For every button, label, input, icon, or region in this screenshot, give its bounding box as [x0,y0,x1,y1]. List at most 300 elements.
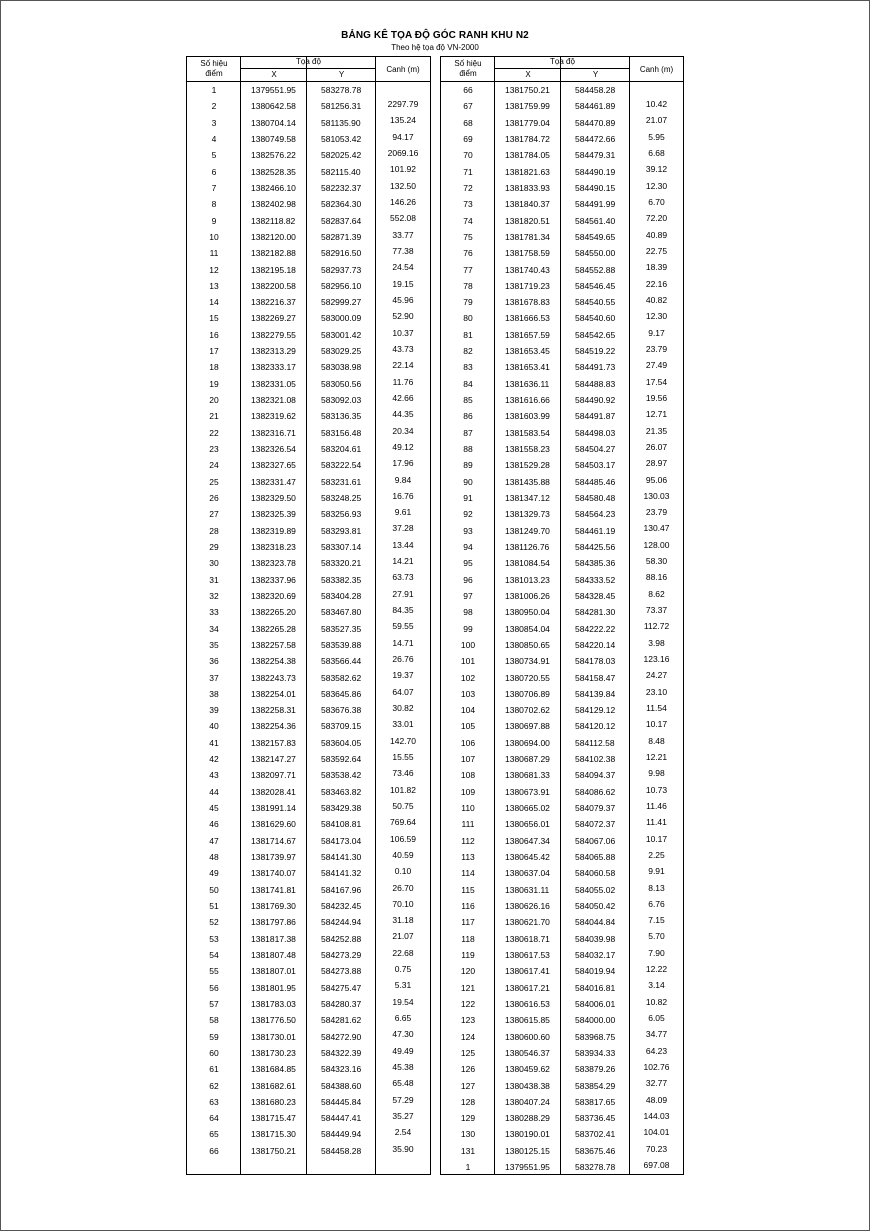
left-edge-length: 43.73 [392,343,414,354]
left-x-value: 1381783.03 [251,998,296,1009]
left-point-number: 46 [209,819,219,830]
left-y-value: 584108.81 [321,819,362,830]
left-point-number: 21 [209,411,219,422]
left-y-value: 582916.50 [321,248,362,259]
left-x-value: 1382265.28 [251,623,296,634]
left-point-number: 32 [209,590,219,601]
right-x-value: 1380697.88 [505,721,550,732]
left-edge-length: 73.46 [392,768,414,779]
right-point-number: 89 [463,460,473,471]
right-edge-length: 6.76 [648,898,665,909]
left-point-number: 7 [211,182,217,193]
left-point-number: 50 [209,884,219,895]
left-point-number: 26 [209,493,219,503]
left-point-number: 20 [209,395,219,406]
left-edge-length: 101.82 [390,784,416,795]
left-y-value: 583001.42 [321,329,362,340]
left-edge-length: 77.38 [392,246,414,257]
right-edge-length: 6.68 [648,148,665,159]
right-y-value: 584158.47 [575,672,616,683]
left-column-divider [306,57,307,1174]
left-point-number: 29 [209,541,219,552]
left-edge-length: 13.44 [392,539,414,550]
left-x-value: 1382313.29 [251,346,296,357]
right-point-number: 116 [461,901,475,911]
right-x-value: 1381347.12 [505,493,550,503]
right-point-number: 121 [460,982,476,993]
right-edge-length: 72.20 [645,213,668,224]
right-edge-length: 73.37 [645,605,668,616]
right-x-value: 1381678.83 [505,297,550,308]
left-edge-length: 2297.79 [387,99,419,110]
left-point-number: 44 [209,786,219,797]
right-point-number: 119 [461,949,475,960]
left-y-value: 583307.14 [321,541,362,552]
left-edge-length: 50.75 [392,800,414,811]
right-x-value: 1381653.41 [505,362,550,373]
left-point-number: 9 [211,215,217,226]
right-edge-length: 18.39 [645,262,668,273]
left-point-number: 28 [209,525,219,536]
left-y-value: 584445.84 [321,1096,362,1107]
left-y-value: 582999.27 [321,297,362,308]
right-y-value: 583278.78 [575,1162,616,1173]
left-edge-length: 22.68 [392,947,414,958]
right-point-number: 83 [463,362,473,373]
right-y-value: 584220.14 [575,639,616,650]
left-y-value: 583029.25 [321,346,362,357]
right-y-value: 584006.01 [575,998,616,1009]
right-edge-length: 8.13 [648,882,665,893]
right-point-number: 94 [463,541,473,552]
right-edge-length: 12.22 [645,964,668,975]
left-x-value: 1381680.23 [251,1096,296,1107]
right-point-number: 91 [463,493,473,503]
right-point-number: 120 [460,966,476,977]
left-edge-length: 63.73 [392,572,414,583]
left-y-value: 584173.04 [321,835,362,846]
right-x-value: 1380617.21 [505,982,550,993]
left-edge-length: 2.54 [394,1127,412,1138]
right-x-value: 1380734.91 [505,656,550,667]
right-point-number: 82 [463,346,473,357]
right-y-value: 584546.45 [575,280,616,291]
right-coord-subheader-line [495,68,630,69]
left-y-value: 583592.64 [321,754,362,765]
right-y-value: 584060.58 [575,868,616,879]
left-point-number: 4 [211,133,217,144]
right-point-number: 1 [465,1162,471,1173]
right-point-number: 129 [460,1113,476,1124]
left-y-value: 583709.15 [321,721,362,732]
left-x-value: 1381807.48 [251,949,296,960]
left-point-number: 31 [209,574,219,585]
right-edge-length: 28.97 [645,458,668,469]
right-edge-length: 130.47 [643,523,670,534]
right-edge-length: 144.03 [643,1111,670,1121]
right-point-number: 93 [463,525,473,536]
right-point-number: 76 [463,248,473,259]
document-subtitle: Theo hệ tọa độ VN-2000 [391,43,479,52]
left-y-value: 583463.82 [321,786,362,797]
left-x-value: 1382157.83 [251,737,296,748]
right-point-number: 125 [460,1047,476,1058]
left-y-value: 582837.64 [321,215,362,226]
left-x-value: 1382147.27 [251,754,296,765]
right-y-value: 583854.29 [575,1080,616,1091]
left-point-number: 23 [209,444,219,455]
right-edge-length: 21.07 [645,115,668,126]
left-x-value: 1382331.05 [251,378,296,389]
right-x-value: 1380617.41 [505,966,550,977]
left-edge-length: 35.90 [392,1143,414,1154]
left-edge-length: 37.28 [392,523,414,534]
right-x-value: 1381616.66 [505,395,550,406]
right-y-value: 584461.89 [575,101,616,112]
right-point-number: 101 [460,656,476,667]
right-x-value: 1380950.04 [505,607,550,618]
left-x-value: 1382528.35 [251,166,296,177]
right-y-value: 583968.75 [575,1031,616,1042]
right-point-number: 117 [461,917,475,928]
left-edge-length: 14.21 [392,556,414,567]
right-y-value: 584479.31 [575,150,616,161]
left-x-value: 1382329.50 [251,493,296,503]
right-edge-length: 10.82 [645,996,668,1007]
right-edge-length: 34.77 [645,1029,668,1040]
left-point-number: 39 [209,705,219,716]
right-point-number: 80 [463,313,473,324]
right-y-value: 584016.81 [575,982,616,993]
right-y-value: 584065.88 [575,852,616,863]
left-edge-length: 2069.16 [387,148,419,159]
left-point-number: 33 [209,607,219,618]
right-y-value: 584102.38 [575,754,616,765]
left-x-value: 1382216.37 [251,297,296,308]
right-edge-length: 130.03 [643,490,670,501]
left-point-number: 25 [209,476,219,487]
right-x-value: 1381657.59 [505,329,550,340]
right-x-value: 1380631.11 [505,884,550,895]
left-point-number: 12 [209,264,219,275]
left-header-point-number: Số hiệu [200,59,228,68]
right-edge-length: 12.71 [645,409,668,420]
left-y-value: 584273.29 [321,949,362,960]
left-edge-length: 70.10 [392,898,414,909]
right-x-value: 1380616.53 [505,998,550,1009]
right-point-number: 88 [463,444,473,455]
left-y-value: 584388.60 [321,1080,362,1091]
left-x-value: 1381991.14 [251,803,296,814]
right-y-value: 584019.94 [575,966,616,977]
left-point-number: 19 [209,378,219,389]
left-x-value: 1381797.86 [251,917,296,928]
left-point-number: 5 [211,150,217,161]
right-point-number: 130 [460,1129,476,1140]
left-edge-length: 142.70 [390,735,416,746]
left-y-value: 583527.35 [321,623,362,634]
left-y-value: 582115.40 [321,166,361,177]
right-edge-length: 17.54 [645,376,668,387]
right-edge-length: 21.35 [645,425,668,436]
right-header-edge: Canh (m) [639,65,674,74]
left-point-number: 16 [209,329,219,340]
right-x-value: 1381636.11 [505,378,550,389]
right-x-value: 1381719.23 [505,280,550,291]
right-y-value: 584086.62 [575,786,616,797]
right-edge-length: 5.95 [648,131,665,142]
right-point-number: 104 [460,705,476,716]
left-x-value: 1382331.47 [251,476,296,487]
right-point-number: 73 [463,199,473,210]
right-x-value: 1380438.38 [505,1080,550,1091]
right-y-value: 584503.17 [575,460,616,471]
right-edge-length: 11.41 [646,817,667,828]
right-y-value: 584485.46 [575,476,616,487]
right-point-number: 118 [461,933,475,944]
right-point-number: 90 [463,476,473,487]
right-point-number: 86 [463,411,473,422]
right-x-value: 1381758.59 [505,248,550,259]
right-point-number: 128 [460,1096,476,1107]
right-x-value: 1380720.55 [505,672,550,683]
right-x-value: 1381820.51 [505,215,550,226]
left-x-value: 1382318.23 [251,541,296,552]
left-point-number: 13 [209,280,219,291]
left-edge-length: 9.84 [394,474,412,485]
left-y-value: 583248.25 [321,493,362,503]
right-y-value: 584333.52 [575,574,616,585]
left-point-number: 37 [209,672,219,683]
left-edge-length: 17.96 [392,458,414,469]
right-y-value: 584491.99 [575,199,616,210]
left-x-value: 1381801.95 [251,982,296,993]
right-y-value: 584112.58 [575,737,615,748]
left-x-value: 1382254.38 [251,656,296,667]
right-y-value: 584564.23 [575,509,616,520]
left-x-value: 1382326.54 [251,444,296,455]
right-x-value: 1381781.34 [505,231,550,242]
right-y-value: 584490.19 [575,166,616,177]
right-x-value: 1380190.01 [505,1129,550,1140]
left-x-value: 1382118.82 [251,215,296,226]
left-x-value: 1381715.30 [251,1129,296,1140]
left-y-value: 582937.73 [321,264,362,275]
left-point-number: 42 [209,754,219,765]
left-x-value: 1381807.01 [251,966,296,977]
left-edge-length: 20.34 [392,425,414,436]
document-title: BẢNG KÊ TỌA ĐỘ GÓC RANH KHU N2 [341,30,529,41]
right-x-value: 1381558.23 [505,444,550,455]
right-edge-length: 697.08 [643,1159,670,1170]
right-point-number: 113 [461,852,475,863]
right-y-value: 583934.33 [575,1047,616,1058]
right-edge-length: 104.01 [643,1127,670,1138]
left-point-number: 11 [209,248,219,259]
left-header-bottom-line [187,81,430,82]
right-point-number: 98 [463,607,473,618]
right-y-value: 584094.37 [575,770,616,781]
right-x-value: 1381833.93 [505,182,550,193]
left-y-value: 582956.10 [321,280,362,291]
left-x-value: 1382466.10 [251,182,296,193]
right-x-value: 1381821.63 [505,166,550,177]
right-edge-length: 39.12 [645,164,668,175]
left-x-value: 1380642.58 [251,101,296,112]
left-y-value: 583222.54 [321,460,362,471]
left-x-value: 1380749.58 [251,133,296,144]
left-edge-length: 59.55 [392,621,414,632]
right-x-value: 1381529.28 [505,460,550,471]
left-y-value: 584449.94 [321,1129,362,1140]
left-edge-length: 31.18 [392,915,414,926]
right-y-value: 584540.60 [575,313,616,324]
left-point-number: 55 [209,966,219,977]
left-point-number: 36 [209,656,219,667]
right-header-x: X [525,70,531,79]
right-edge-length: 12.30 [645,311,668,322]
right-x-value: 1380681.33 [505,770,550,781]
right-edge-length: 40.89 [645,229,668,240]
right-edge-length: 70.23 [645,1143,668,1154]
right-x-value: 1380673.91 [505,786,550,797]
left-x-value: 1382200.58 [251,280,296,291]
left-edge-length: 30.82 [392,703,414,713]
left-point-number: 18 [209,362,219,373]
left-x-value: 1382028.41 [251,786,296,797]
right-y-value: 584050.42 [575,901,616,911]
right-y-value: 584129.12 [575,705,616,716]
left-x-value: 1382182.88 [251,248,296,259]
left-y-value: 583604.05 [321,737,362,748]
right-x-value: 1381784.05 [505,150,550,161]
left-edge-length: 45.38 [392,1062,414,1073]
right-y-value: 583736.45 [575,1113,616,1124]
right-edge-length: 2.25 [648,849,665,860]
right-y-value: 584000.00 [575,1015,616,1026]
left-point-number: 1 [211,85,217,95]
left-edge-length: 11.76 [392,376,414,387]
right-point-number: 107 [460,754,476,765]
left-edge-length: 40.59 [392,849,414,860]
left-y-value: 584272.90 [321,1031,362,1042]
right-x-value: 1380621.70 [505,917,550,928]
left-x-value: 1381750.21 [251,1145,296,1156]
left-y-value: 584232.45 [321,901,362,911]
left-x-value: 1382243.73 [251,672,296,683]
left-edge-length: 65.48 [392,1078,414,1089]
right-point-number: 111 [461,819,475,830]
left-edge-length: 27.91 [392,588,414,599]
left-edge-length: 21.07 [392,931,414,942]
left-edge-length: 45.96 [392,295,414,305]
left-point-number: 59 [209,1031,219,1042]
left-point-number: 57 [209,998,219,1009]
left-point-number: 61 [209,1064,219,1075]
right-header-coord: Tọa độ [550,57,575,66]
left-x-value: 1382097.71 [251,770,296,781]
left-edge-length: 146.26 [390,197,416,208]
left-x-value: 1381629.60 [251,819,296,830]
right-y-value: 584472.66 [575,133,616,144]
right-y-value: 584178.03 [575,656,616,667]
left-edge-length: 94.17 [392,131,414,142]
right-y-value: 584039.98 [575,933,616,944]
right-point-number: 99 [463,623,473,634]
left-y-value: 584252.88 [321,933,362,944]
left-edge-length: 552.08 [390,213,416,224]
right-x-value: 1380459.62 [505,1064,550,1075]
right-point-number: 100 [460,639,476,650]
right-x-value: 1380637.04 [505,868,550,879]
right-edge-length: 64.23 [645,1045,668,1056]
right-y-value: 584580.48 [575,493,616,503]
left-x-value: 1381715.47 [251,1113,296,1124]
right-x-value: 1381006.26 [505,590,550,601]
left-point-number: 30 [209,558,219,569]
left-point-number: 60 [209,1047,219,1058]
left-edge-length: 0.10 [394,866,412,877]
right-x-value: 1380618.71 [505,933,550,944]
left-point-number: 54 [209,949,219,960]
left-y-value: 582364.30 [321,199,362,210]
right-x-value: 1381126.76 [505,541,550,552]
right-point-number: 115 [461,884,475,895]
left-y-value: 581135.90 [321,117,361,128]
left-x-value: 1379551.95 [251,85,296,95]
right-x-value: 1380617.53 [505,949,550,960]
left-edge-length: 14.71 [392,637,414,648]
right-header-point-number: Số hiệu [454,59,482,68]
left-x-value: 1381730.01 [251,1031,296,1042]
right-point-number: 79 [463,297,473,308]
right-edge-length: 12.21 [645,751,668,762]
right-point-number: 131 [460,1145,476,1156]
left-y-value: 584281.62 [321,1015,362,1026]
left-y-value: 583582.62 [321,672,362,683]
right-y-value: 584281.30 [575,607,616,618]
left-header-point-number-2: điểm [205,69,223,78]
left-x-value: 1382258.31 [251,705,296,716]
left-y-value: 583136.35 [321,411,362,422]
right-edge-length: 23.79 [645,507,668,518]
left-point-number: 63 [209,1096,219,1107]
left-edge-length: 10.37 [392,327,414,338]
right-y-value: 584490.92 [575,395,616,406]
right-point-number: 81 [463,329,473,340]
left-point-number: 10 [209,231,219,242]
left-y-value: 582025.42 [321,150,362,161]
right-x-value: 1381666.53 [505,313,550,324]
right-point-number: 122 [460,998,476,1009]
right-x-value: 1380626.16 [505,901,550,911]
right-x-value: 1381603.99 [505,411,550,422]
right-edge-length: 32.77 [645,1078,668,1089]
left-y-value: 583231.61 [321,476,362,487]
right-edge-length: 3.98 [648,637,665,648]
right-edge-length: 88.16 [645,572,668,583]
right-y-value: 584461.19 [575,525,616,536]
right-point-number: 77 [463,264,473,275]
right-edge-length: 8.62 [648,588,665,599]
right-y-value: 584385.36 [575,558,616,569]
right-edge-length: 23.79 [645,343,668,354]
right-y-value: 584044.84 [575,917,616,928]
left-x-value: 1382279.55 [251,329,296,340]
right-y-value: 584540.55 [575,297,616,308]
left-edge-length: 84.35 [392,605,414,616]
left-point-number: 17 [209,346,219,357]
